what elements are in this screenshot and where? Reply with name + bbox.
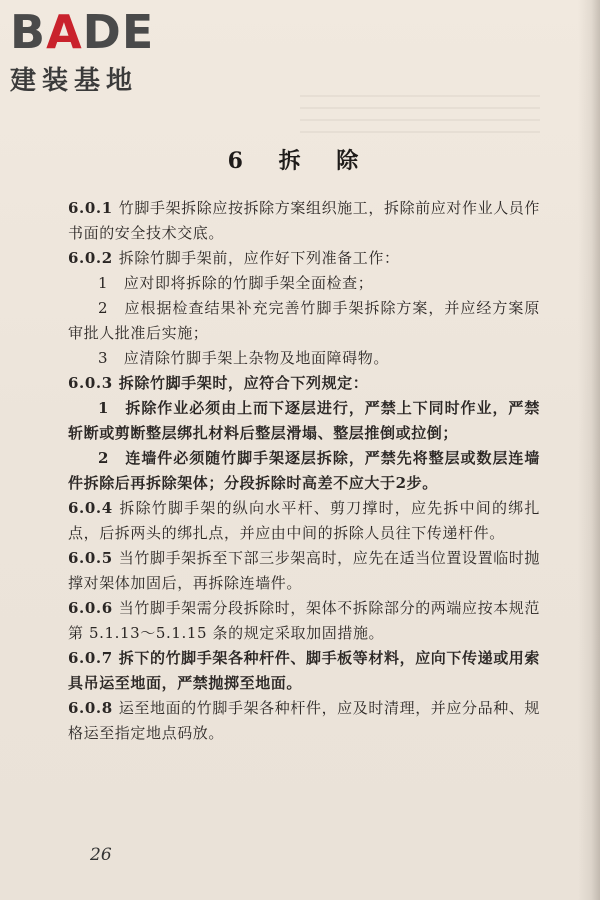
clause-6-0-1 [68, 196, 540, 246]
logo-wordmark [10, 5, 180, 59]
clause-text: 拆除竹脚手架的纵向水平杆、剪刀撑时，应先拆中间的绑扎点，后拆两头的绑扎点，并应由中间的拆除人员往下传递杆件。 [68, 499, 540, 542]
clause-6-0-2 [68, 246, 540, 271]
clause-number: 6.0.8 [68, 699, 113, 717]
page-edge-shadow [578, 0, 600, 900]
clause-6-0-5 [68, 546, 540, 596]
clause-number: 6.0.4 [68, 499, 113, 517]
page-number: 26 [90, 845, 112, 865]
logo-subtitle: 建装基地 [10, 66, 139, 96]
show-through-texture [300, 95, 540, 135]
clause-item: 2 连墙件必须随竹脚手架逐层拆除，严禁先将整层或数层连墙件拆除后再拆除架体；分段拆除时高差不应大于2步。 [68, 449, 540, 492]
clause-item: 1 应对即将拆除的竹脚手架全面检查； [98, 274, 374, 292]
clause-text: 拆除竹脚手架前，应作好下列准备工作： [118, 249, 400, 267]
logo-letters-de: DE [82, 5, 155, 59]
clause-text: 当竹脚手架拆至下部三步架高时，应先在适当位置设置临时抛撑对架体加固后，再拆除连墙件。 [68, 549, 540, 592]
clause-6-0-6 [68, 596, 540, 646]
clause-6-0-4 [68, 496, 540, 546]
clause-number: 6.0.7 [68, 649, 113, 667]
clause-number: 6.0.1 [68, 199, 113, 217]
logo-letter-a: A [46, 5, 83, 59]
clause-6-0-3 [68, 371, 540, 396]
clause-text: 当竹脚手架需分段拆除时，架体不拆除部分的两端应按本规范第 5.1.13～5.1.15 条的规定采取加固措施。 [68, 599, 540, 642]
clause-number: 6.0.5 [68, 549, 113, 567]
clause-list [68, 196, 540, 746]
clause-text: 运至地面的竹脚手架各种杆件，应及时清理，并应分品种、规格运至指定地点码放。 [68, 699, 540, 742]
chapter-title: 6 拆 除 [227, 148, 373, 174]
clause-text: 拆下的竹脚手架各种杆件、脚手板等材料，应向下传递或用索具吊运至地面，严禁抛掷至地面。 [68, 649, 540, 692]
clause-item: 2 应根据检查结果补充完善竹脚手架拆除方案，并应经方案原审批人批准后实施； [68, 299, 540, 342]
clause-6-0-8 [68, 696, 540, 746]
clause-item: 1 拆除作业必须由上而下逐层进行，严禁上下同时作业，严禁斩断或剪断整层绑扎材料后整层滑塌、整层推倒或拉倒； [68, 399, 540, 442]
clause-number: 6.0.3 [68, 374, 113, 392]
clause-6-0-7 [68, 646, 540, 696]
bade-logo [10, 5, 180, 97]
logo-letter-b: B [10, 5, 47, 59]
clause-item: 3 应清除竹脚手架上杂物及地面障碍物。 [98, 349, 389, 367]
clause-number: 6.0.6 [68, 599, 113, 617]
clause-text: 拆除竹脚手架时，应符合下列规定： [118, 374, 369, 392]
clause-text: 竹脚手架拆除应按拆除方案组织施工，拆除前应对作业人员作书面的安全技术交底。 [68, 199, 540, 242]
clause-number: 6.0.2 [68, 249, 113, 267]
